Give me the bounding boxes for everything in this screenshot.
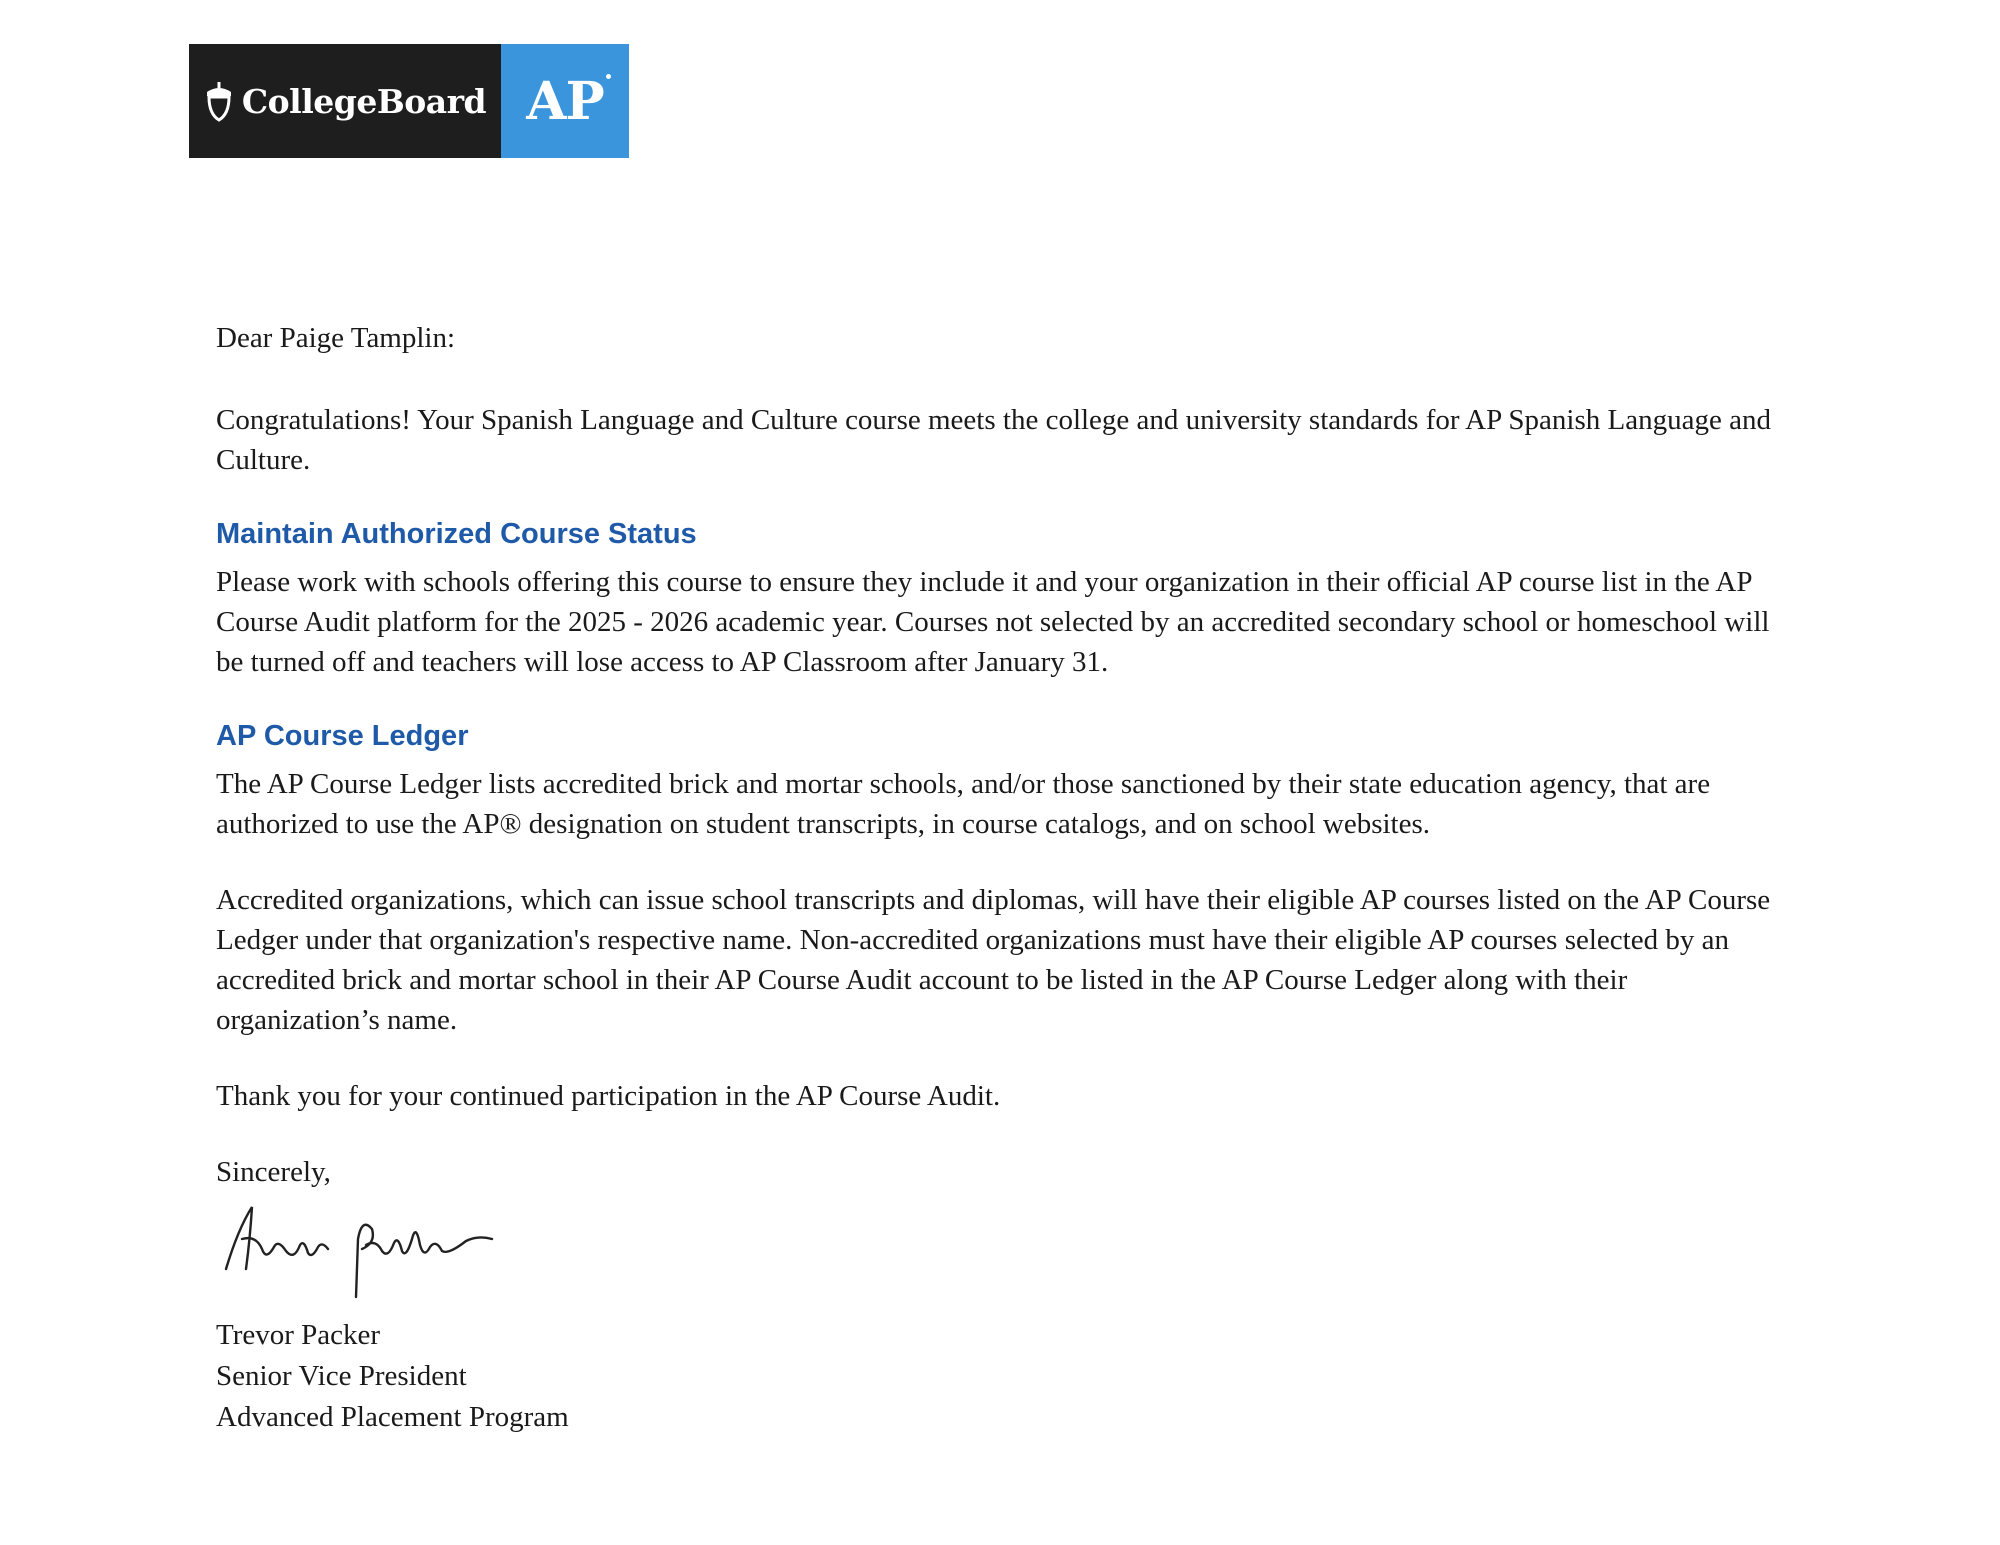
collegeboard-ap-logo [189, 44, 629, 158]
ap-wordmark: AP [526, 70, 604, 132]
signer-title: Senior Vice President [216, 1360, 467, 1392]
thanks-paragraph: Thank you for your continued participation in the AP Course Audit. [216, 1080, 1001, 1112]
signature-block [216, 1152, 1776, 1438]
accredited-organizations-paragraph: Accredited organizations, which can issue school transcripts and diplomas, will have their eligible AP courses listed on the AP Course Ledger under that organization's respective name. Non-accredited organizations must have their eligible AP courses selected by an accredited brick and mortar school in their AP Course Audit account to be listed in the AP Course Ledger along with their organization’s name. [216, 884, 1771, 1036]
collegeboard-wordmark: CollegeBoard [241, 81, 487, 121]
course-status-paragraph: Please work with schools offering this course to ensure they include it and your organization in their official AP course list in the AP Course Audit platform for the 2025 - 2026 academic year. Courses not selected by an accredited secondary school or homeschool will be turned off and teachers will lose access to AP Classroom after January 31. [216, 566, 1770, 678]
course-ledger-paragraph: The AP Course Ledger lists accredited brick and mortar schools, and/or those sanctioned by their state education agency, that are authorized to use the AP® designation on student transcripts, in course catalogs, and on school websites. [216, 768, 1711, 840]
intro-paragraph: Congratulations! Your Spanish Language and Culture course meets the college and university standards for AP Spanish Language and Culture. [216, 404, 1771, 476]
ap-logo [501, 44, 629, 158]
section-heading-course-ledger: AP Course Ledger [216, 720, 469, 752]
registered-mark [606, 74, 611, 79]
greeting: Dear Paige Tamplin: [216, 322, 456, 354]
letter-body [216, 318, 1776, 1438]
acorn-icon [204, 80, 234, 122]
signer-department: Advanced Placement Program [216, 1401, 569, 1433]
signer-name: Trevor Packer [216, 1319, 381, 1351]
collegeboard-logo [189, 44, 501, 158]
closing: Sincerely, [216, 1156, 331, 1188]
section-heading-course-status: Maintain Authorized Course Status [216, 518, 697, 550]
handwritten-signature [216, 1199, 496, 1309]
